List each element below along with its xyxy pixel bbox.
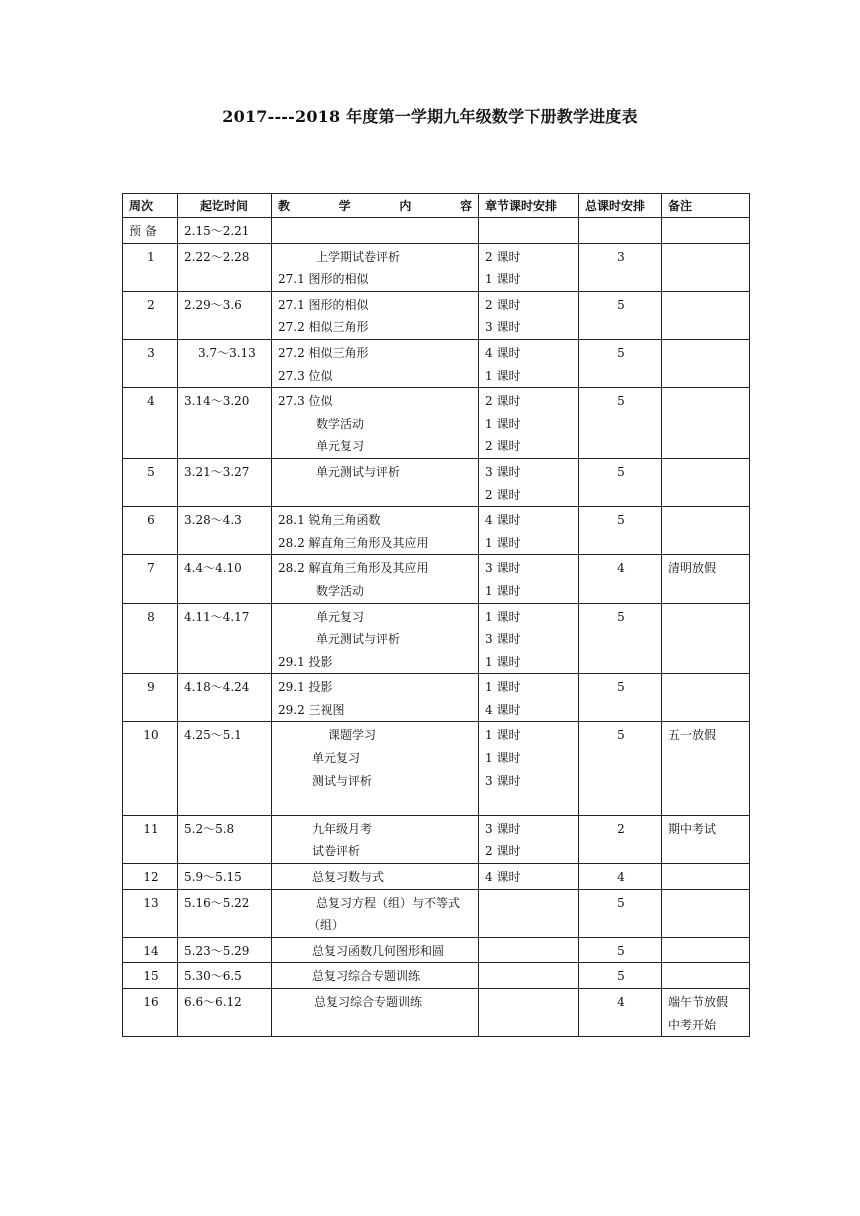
cell-line: 4.11～4.17 (184, 609, 250, 624)
content-cell (272, 937, 479, 963)
dates-cell (178, 555, 272, 603)
total-hours-cell (579, 507, 662, 555)
cell-line: 端午节放假 (668, 995, 729, 1009)
week-cell (123, 864, 178, 890)
table-row (123, 218, 750, 244)
cell-line: 上学期试卷评析 (316, 249, 401, 264)
total-hours-cell (579, 243, 662, 291)
header-week: 周次 (123, 194, 178, 218)
dates-cell (178, 963, 272, 989)
chapter-hours-cell (479, 339, 579, 387)
cell-line: 3.21～3.27 (184, 464, 250, 479)
cell-line: 1 课时 (485, 609, 521, 624)
cell-line: 27.3 位似 (278, 368, 333, 383)
chapter-hours-cell (479, 722, 579, 815)
chapter-hours-cell (479, 864, 579, 890)
cell-line: 1 课时 (485, 368, 521, 383)
cell-line: 1 课时 (485, 583, 521, 598)
notes-cell (662, 815, 750, 863)
total-hours-cell (579, 989, 662, 1037)
page-title: 2017----2018 年度第一学期九年级数学下册教学进度表 (222, 107, 638, 126)
schedule-table (122, 193, 750, 1037)
table-row (123, 722, 750, 815)
cell-line: 7 (147, 561, 155, 576)
table-row (123, 815, 750, 863)
table-row (123, 603, 750, 674)
cell-line: 4 (617, 995, 625, 1009)
header-content: 教 学 内 容 (272, 194, 479, 218)
header-dates: 起讫时间 (178, 194, 272, 218)
cell-line: 1 课时 (485, 680, 521, 695)
header-row (123, 194, 750, 218)
cell-line: 5 (617, 513, 625, 528)
notes-cell (662, 218, 750, 244)
cell-line: 27.3 位似 (278, 394, 333, 409)
chapter-hours-cell (479, 937, 579, 963)
cell-line: 5.2～5.8 (184, 821, 235, 836)
cell-line: 27.1 图形的相似 (278, 272, 369, 287)
cell-line: 4 课时 (485, 870, 521, 885)
content-cell (272, 555, 479, 603)
dates-cell (178, 507, 272, 555)
dates-cell (178, 458, 272, 506)
chapter-hours-cell (479, 388, 579, 459)
content-cell (272, 243, 479, 291)
cell-line: 数学活动 (316, 583, 365, 598)
content-cell (272, 864, 479, 890)
cell-line: 16 (143, 995, 159, 1009)
cell-line: 5 (617, 895, 625, 910)
week-cell (123, 989, 178, 1037)
cell-line: 29.1 投影 (278, 680, 333, 695)
table-row (123, 243, 750, 291)
header-notes: 备注 (662, 194, 750, 218)
cell-line: 3.28～4.3 (184, 513, 242, 528)
content-cell (272, 218, 479, 244)
dates-cell (178, 864, 272, 890)
chapter-hours-cell (479, 603, 579, 674)
dates-cell (178, 989, 272, 1037)
total-hours-cell (579, 674, 662, 722)
cell-line: 6.6～6.12 (184, 995, 242, 1009)
dates-cell (178, 243, 272, 291)
cell-line: 4 课时 (485, 702, 521, 717)
total-hours-cell (579, 603, 662, 674)
cell-line: 27.2 相似三角形 (278, 320, 369, 335)
cell-line: 试卷评析 (312, 844, 361, 859)
cell-line: 总复习数与式 (312, 870, 385, 885)
dates-cell (178, 218, 272, 244)
cell-line: 测试与评析 (312, 773, 373, 788)
cell-line: 5.9～5.15 (184, 870, 242, 885)
content-cell (272, 722, 479, 815)
week-cell (123, 674, 178, 722)
cell-line: 5 (617, 297, 625, 312)
table-row (123, 291, 750, 339)
table-row (123, 937, 750, 963)
notes-cell (662, 555, 750, 603)
cell-line: 单元复习 (316, 439, 365, 454)
notes-cell (662, 989, 750, 1037)
cell-line: 4 (617, 870, 625, 885)
cell-line: 2.22～2.28 (184, 249, 250, 264)
content-cell (272, 889, 479, 937)
cell-line: 12 (143, 870, 159, 885)
cell-line: 2 课时 (485, 487, 521, 502)
table-row (123, 339, 750, 387)
dates-cell (178, 889, 272, 937)
cell-line: 9 (147, 680, 155, 695)
cell-line: 5 (147, 464, 155, 479)
table-row (123, 989, 750, 1037)
cell-line: 九年级月考 (312, 821, 373, 836)
content-cell (272, 291, 479, 339)
cell-line: 14 (143, 943, 159, 958)
cell-line: 28.2 解直角三角形及其应用 (278, 561, 429, 576)
content-cell (272, 388, 479, 459)
chapter-hours-cell (479, 458, 579, 506)
schedule-body (123, 218, 750, 1037)
cell-line: 总复习综合专题训练 (314, 995, 423, 1009)
cell-line: 2 (617, 821, 625, 836)
cell-line: 2 课时 (485, 844, 521, 859)
total-hours-cell (579, 339, 662, 387)
week-cell (123, 937, 178, 963)
cell-line: 5 (617, 728, 625, 743)
dates-cell (178, 388, 272, 459)
chapter-hours-cell (479, 507, 579, 555)
cell-line: 2 (147, 297, 155, 312)
cell-line: 4.25～5.1 (184, 728, 242, 743)
cell-line: 1 课时 (485, 751, 521, 766)
cell-line: 3 课时 (485, 632, 521, 647)
cell-line: 总复习方程（组）与不等式 (316, 895, 461, 910)
notes-cell (662, 937, 750, 963)
week-cell (123, 388, 178, 459)
content-cell (272, 963, 479, 989)
notes-cell (662, 388, 750, 459)
cell-line: 4.18～4.24 (184, 680, 250, 695)
cell-line: 3 课时 (485, 320, 521, 335)
table-row (123, 864, 750, 890)
notes-cell (662, 603, 750, 674)
cell-line: 3 课时 (485, 773, 521, 788)
week-cell (123, 889, 178, 937)
dates-cell (178, 339, 272, 387)
cell-line: 单元复习 (312, 751, 361, 766)
total-hours-cell (579, 218, 662, 244)
cell-line: 3.7～3.13 (198, 345, 256, 360)
chapter-hours-cell (479, 963, 579, 989)
cell-line: 1 课时 (485, 535, 521, 550)
cell-line: 29.2 三视图 (278, 702, 345, 717)
week-cell (123, 458, 178, 506)
notes-cell (662, 889, 750, 937)
cell-line: 5.16～5.22 (184, 895, 250, 910)
notes-cell (662, 674, 750, 722)
cell-line: 单元测试与评析 (316, 632, 401, 647)
cell-line: 1 课时 (485, 728, 521, 743)
total-hours-cell (579, 291, 662, 339)
content-cell (272, 674, 479, 722)
cell-line: 5 (617, 345, 625, 360)
cell-line: 2 课时 (485, 249, 521, 264)
cell-line: 单元复习 (316, 609, 365, 624)
cell-line: 3 (147, 345, 155, 360)
cell-line: 1 课时 (485, 272, 521, 287)
cell-line: 4.4～4.10 (184, 561, 242, 576)
table-row (123, 507, 750, 555)
notes-cell (662, 507, 750, 555)
chapter-hours-cell (479, 889, 579, 937)
week-cell (123, 963, 178, 989)
chapter-hours-cell (479, 674, 579, 722)
cell-line: 3 (617, 249, 625, 264)
cell-line: 2 课时 (485, 297, 521, 312)
cell-line: 课题学习 (328, 728, 377, 743)
cell-line: 5.23～5.29 (184, 943, 250, 958)
dates-cell (178, 722, 272, 815)
chapter-hours-cell (479, 555, 579, 603)
cell-line: 2 课时 (485, 394, 521, 409)
cell-line: 11 (143, 821, 159, 836)
total-hours-cell (579, 963, 662, 989)
cell-line: 数学活动 (316, 416, 365, 431)
table-row (123, 963, 750, 989)
content-cell (272, 989, 479, 1037)
week-cell (123, 507, 178, 555)
cell-line: 15 (143, 969, 159, 984)
cell-line: 3.14～3.20 (184, 394, 250, 409)
notes-cell (662, 458, 750, 506)
total-hours-cell (579, 815, 662, 863)
notes-cell (662, 963, 750, 989)
notes-cell (662, 722, 750, 815)
cell-line: 6 (147, 513, 155, 528)
cell-line: 清明放假 (668, 561, 717, 576)
week-cell (123, 815, 178, 863)
cell-line: 29.1 投影 (278, 654, 333, 669)
cell-line: 5 (617, 464, 625, 479)
cell-line: 3 课时 (485, 561, 521, 576)
cell-line: 2.15～2.21 (184, 224, 250, 238)
cell-line: 8 (147, 609, 155, 624)
notes-cell (662, 864, 750, 890)
cell-line: 3 课时 (485, 821, 521, 836)
chapter-hours-cell (479, 243, 579, 291)
week-cell (123, 722, 178, 815)
cell-line: 预 备 (129, 224, 157, 238)
cell-line: 4 课时 (485, 513, 521, 528)
cell-line: 5 (617, 609, 625, 624)
cell-line: 5.30～6.5 (184, 969, 242, 984)
table-row (123, 388, 750, 459)
notes-cell (662, 243, 750, 291)
cell-line: 27.2 相似三角形 (278, 345, 369, 360)
notes-cell (662, 339, 750, 387)
table-row (123, 674, 750, 722)
dates-cell (178, 674, 272, 722)
cell-line: 单元测试与评析 (316, 464, 401, 479)
cell-line: 2 课时 (485, 439, 521, 454)
cell-line: 1 课时 (485, 416, 521, 431)
cell-line: 1 (147, 249, 155, 264)
cell-line: 10 (143, 728, 159, 743)
total-hours-cell (579, 937, 662, 963)
cell-line: 28.2 解直角三角形及其应用 (278, 535, 429, 550)
total-hours-cell (579, 388, 662, 459)
dates-cell (178, 937, 272, 963)
cell-line: 五一放假 (668, 728, 717, 743)
cell-line: 4 (147, 394, 155, 409)
cell-line: 中考开始 (668, 1017, 717, 1032)
chapter-hours-cell (479, 989, 579, 1037)
cell-line: 5 (617, 680, 625, 695)
cell-line: 5 (617, 394, 625, 409)
cell-line: 3 课时 (485, 464, 521, 479)
cell-line: 27.1 图形的相似 (278, 297, 369, 312)
week-cell (123, 291, 178, 339)
total-hours-cell (579, 864, 662, 890)
total-hours-cell (579, 555, 662, 603)
cell-line: 28.1 锐角三角函数 (278, 513, 381, 528)
content-cell (272, 507, 479, 555)
cell-line: 1 课时 (485, 654, 521, 669)
cell-line: 5 (617, 943, 625, 958)
total-hours-cell (579, 722, 662, 815)
week-cell (123, 339, 178, 387)
cell-line: 13 (143, 895, 159, 910)
chapter-hours-cell (479, 815, 579, 863)
content-cell (272, 339, 479, 387)
cell-line: 2.29～3.6 (184, 297, 242, 312)
cell-line: 4 课时 (485, 345, 521, 360)
dates-cell (178, 603, 272, 674)
total-hours-cell (579, 889, 662, 937)
week-cell (123, 218, 178, 244)
week-cell (123, 555, 178, 603)
notes-cell (662, 291, 750, 339)
content-cell (272, 603, 479, 674)
chapter-hours-cell (479, 291, 579, 339)
cell-line: 5 (617, 969, 625, 984)
cell-line: 总复习函数几何图形和圆 (312, 943, 445, 958)
cell-line: 4 (617, 561, 625, 576)
header-total-hours: 总课时安排 (579, 194, 662, 218)
header-chapter-hours: 章节课时安排 (479, 194, 579, 218)
content-cell (272, 815, 479, 863)
cell-line: 期中考试 (668, 821, 717, 836)
cell-line: （组） (308, 918, 345, 933)
chapter-hours-cell (479, 218, 579, 244)
total-hours-cell (579, 458, 662, 506)
content-cell (272, 458, 479, 506)
cell-line: 总复习综合专题训练 (312, 969, 421, 984)
dates-cell (178, 291, 272, 339)
week-cell (123, 243, 178, 291)
table-row (123, 458, 750, 506)
week-cell (123, 603, 178, 674)
table-row (123, 889, 750, 937)
dates-cell (178, 815, 272, 863)
table-row (123, 555, 750, 603)
